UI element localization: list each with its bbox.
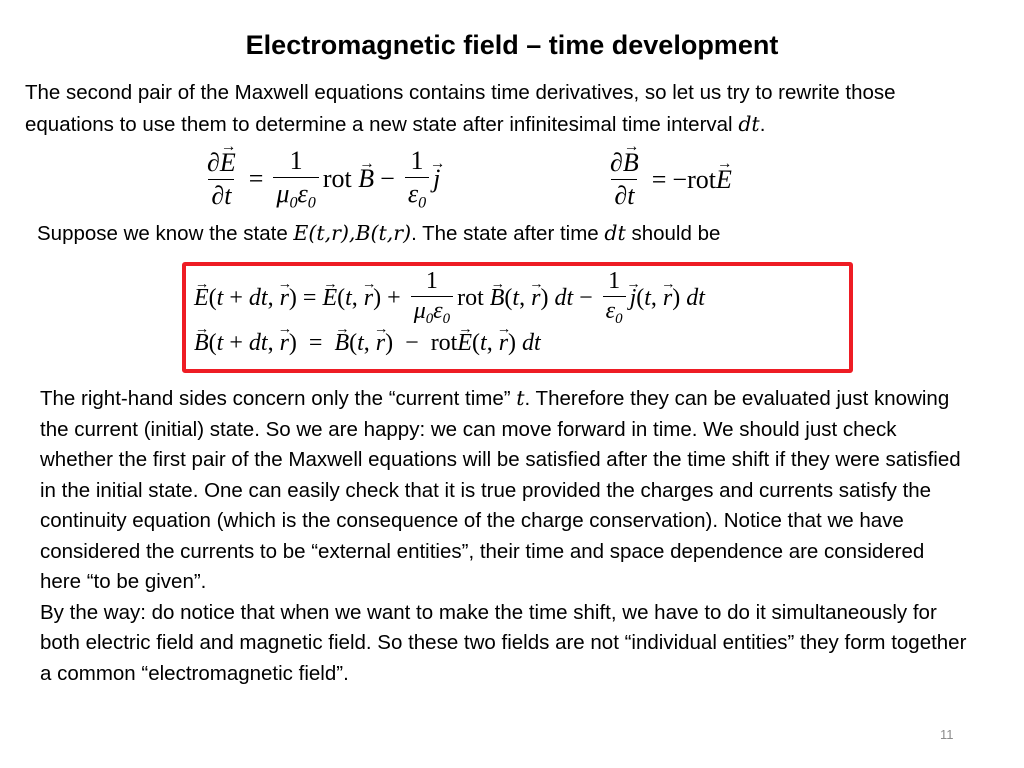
time-step-equations-box [182,262,853,373]
intro-paragraph: The second pair of the Maxwell equations contains time derivatives, so let us try to rewrite those equations to use them to determine a new state after infinitesimal time interval dt. [25,81,896,136]
suppose-line: Suppose we know the state E(t,r),B(t,r). The state after time dt should be [37,221,721,245]
explanation-text [40,383,970,689]
explanation-paragraph-2: By the way: do notice that when we want to make the time shift, we have to do it simultaneously for both electric field and magnetic field. So these two fields are not “individual entities” they form together a common “electromagnetic field”. [40,600,967,685]
maxwell-equation-b: $\frac{\partial B \to}{\partial t}$ = −rotE → [603,148,732,211]
time-step-equation-b: B →(t + dt, r →) = B →(t, r →) − rotE →(t, r →) dt [194,330,541,357]
slide-title: Electromagnetic field – time development [245,30,779,60]
slide-number: 11 [940,727,954,742]
time-step-equation-e: E → (t + dt, r →) = E → (t, r →) + $\frac{1}{\mu_0\varepsilon_0}$ rot B →(t, r →) dt − $\frac{1}{\varepsilon_0}$ j →(t, r →) dt [194,268,705,328]
maxwell-equation-e: $\frac{\partial E \to}{\partial t}$ = $\frac{1}{\mu_0\varepsilon_0}$ rot B → − $\frac{1}{\varepsilon_0}$ j → [200,146,440,213]
explanation-paragraph-1: The right-hand sides concern only the “current time” t. Therefore they can be evaluated just knowing the current (initial) state. So we are happy: we can move forward in time. We should just check whether the first pair of the Maxwell equations will be satisfied after the time shift if they were satisfied in the initial state. One can easily check that it is true provided the charges and currents satisfy the continuity equation (which is the consequence of the charge conservation). Notice that we have considered the currents to be “external entities”, their time and space dependence are considered here “to be given”. [40,386,961,593]
